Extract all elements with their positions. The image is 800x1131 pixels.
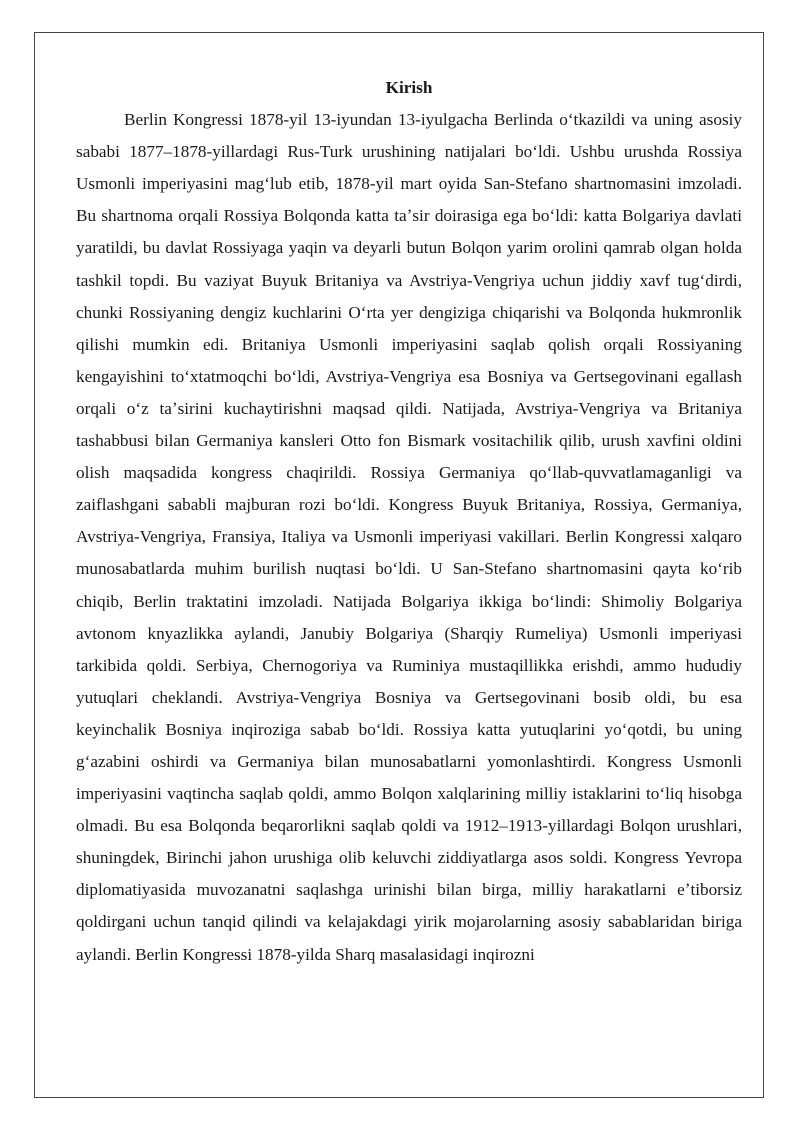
document-body: [76, 72, 742, 971]
body-paragraph: Berlin Kongressi 1878-yil 13-iyundan 13-iyulgacha Berlinda oʻtkazildi va uning asosiy sababi 1877–1878-yillardagi Rus-Turk urushining natijalari boʻldi. Ushbu urushda Rossiya Usmonli imperiyasini magʻlub etib, 1878-yil mart oyida San-Stefano shartnomasini imzoladi. Bu shartnoma orqali Rossiya Bolqonda katta taʼsir doirasiga ega boʻldi: katta Bolgariya davlati yaratildi, bu davlat Rossiyaga yaqin va deyarli butun Bolqon yarim orolini qamrab olgan holda tashkil topdi. Bu vaziyat Buyuk Britaniya va Avstriya-Vengriya uchun jiddiy xavf tugʻdirdi, chunki Rossiyaning dengiz kuchlarini Oʻrta yer dengiziga chiqarishi va Bolqonda hukmronlik qilishi mumkin edi. Britaniya Usmonli imperiyasini saqlab qolish orqali Rossiyaning kengayishini toʻxtatmoqchi boʻldi, Avstriya-Vengriya esa Bosniya va Gertsegovinani egallash orqali oʻz taʼsirini kuchaytirishni maqsad qildi. Natijada, Avstriya-Vengriya va Britaniya tashabbusi bilan Germaniya kansleri Otto fon Bismark vositachilik qilib, urush xavfini oldini olish maqsadida kongress chaqirildi. Rossiya Germaniya qoʻllab-quvvatlamaganligi va zaiflashgani sababli majburan rozi boʻldi. Kongress Buyuk Britaniya, Rossiya, Germaniya, Avstriya-Vengriya, Fransiya, Italiya va Usmonli imperiyasi vakillari. Berlin Kongressi xalqaro munosabatlarda muhim burilish nuqtasi boʻldi. U San-Stefano shartnomasini qayta koʻrib chiqib, Berlin traktatini imzoladi. Natijada Bolgariya ikkiga boʻlindi: Shimoliy Bolgariya avtonom knyazlikka aylandi, Janubiy Bolgariya (Sharqiy Rumeliya) Usmonli imperiyasi tarkibida qoldi. Serbiya, Chernogoriya va Ruminiya mustaqillikka erishdi, ammo hududiy yutuqlari cheklandi. Avstriya-Vengriya Bosniya va Gertsegovinani bosib oldi, bu esa keyinchalik Bosniya inqiroziga sabab boʻldi. Rossiya katta yutuqlarini yoʻqotdi, bu uning gʻazabini oshirdi va Germaniya bilan munosabatlarni yomonlashtirdi. Kongress Usmonli imperiyasini vaqtincha saqlab qoldi, ammo Bolqon xalqlarining milliy istaklarini toʻliq hisobga olmadi. Bu esa Bolqonda beqarorlikni saqlab qoldi va 1912–1913-yillardagi Bolqon urushlari, shuningdek, Birinchi jahon urushiga olib keluvchi ziddiyatlarga asos soldi. Kongress Yevropa diplomatiyasida muvozanatni saqlashga urinishi bilan birga, milliy harakatlarni eʼtiborsiz qoldirgani uchun tanqid qilindi va kelajakdagi yirik mojarolarning asosiy sabablaridan biriga aylandi. Berlin Kongressi 1878-yilda Sharq masalasidagi inqirozni: [76, 110, 742, 964]
page-title: Kirish: [385, 78, 433, 97]
